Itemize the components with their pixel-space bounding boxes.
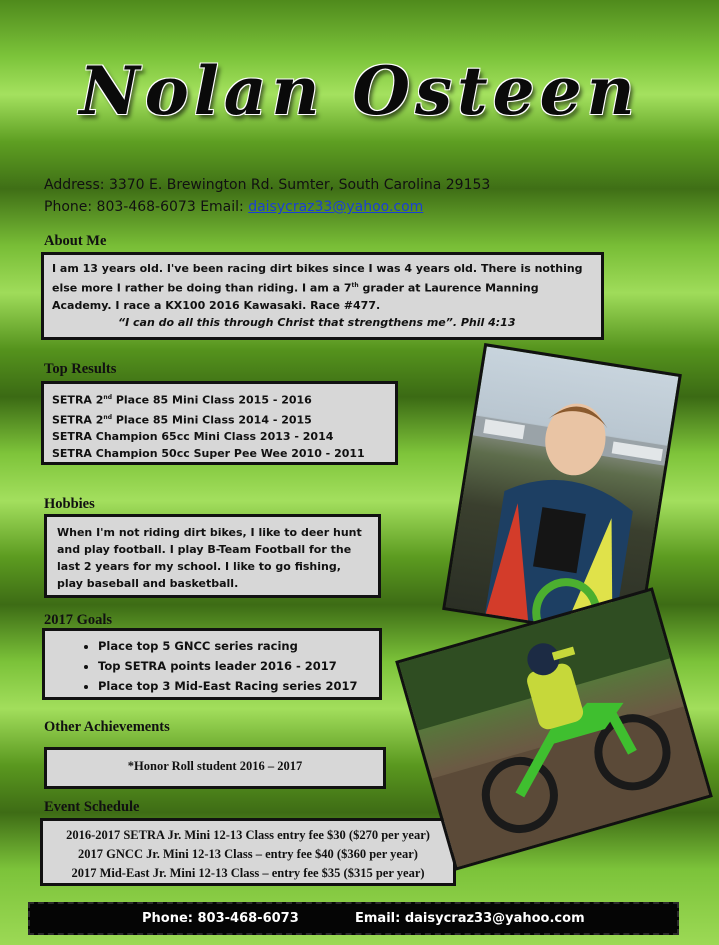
hobbies-box [44,514,381,598]
footer-email[interactable]: Email: daisycraz33@yahoo.com [355,911,585,926]
footer-bar [28,902,679,935]
schedule-line: 2016-2017 SETRA Jr. Mini 12-13 Class entry fee $30 ($270 per year) [66,828,430,842]
about-line-3: Academy. I race a KX100 2016 Kawasaki. Race #477. [52,298,381,312]
top-results-heading: Top Results [44,361,117,377]
goals-heading: 2017 Goals [44,612,113,628]
result-item: SETRA 2nd Place 85 Mini Class 2014 - 2015 [52,413,312,427]
about-quote: “I can do all this through Christ that strengthens me”. Phil 4:13 [118,315,516,329]
result-item: SETRA 2nd Place 85 Mini Class 2015 - 2016 [52,393,312,407]
hobbies-line: and play football. I play B-Team Football for the [57,543,352,556]
address-label: Address: [44,177,105,193]
email-link[interactable]: daisycraz33@yahoo.com [248,199,424,215]
achievements-heading: Other Achievements [44,719,170,735]
hobbies-line: play baseball and basketball. [57,577,239,590]
schedule-line: 2017 Mid-East Jr. Mini 12-13 Class – entry fee $35 ($315 per year) [71,866,425,880]
about-heading: About Me [44,233,107,249]
goal-item: • Place top 3 Mid-East Racing series 2017 [98,676,373,696]
achievement-item: *Honor Roll student 2016 – 2017 [127,759,303,773]
goal-item: • Top SETRA points leader 2016 - 2017 [98,656,373,676]
email-label: Email: [200,199,244,215]
address-line [44,177,490,193]
top-results-box [41,381,398,465]
result-item: SETRA Champion 65cc Mini Class 2013 - 2014 [52,430,334,444]
hobbies-line: When I'm not riding dirt bikes, I like to deer hunt [57,526,362,539]
hobbies-line: last 2 years for my school. I like to go fishing, [57,560,341,573]
about-line-2: else more I rather be doing than riding. I am a 7th grader at Laurence Manning [52,281,539,295]
phone-label: Phone: [44,199,93,215]
phone-email-line [44,199,423,215]
phone-value: 803-468-6073 [96,199,196,215]
schedule-box [40,818,456,886]
goal-item: • Place top 5 GNCC series racing [98,636,373,656]
about-box [41,252,604,340]
racing-illustration [399,589,713,870]
address-value: 3370 E. Brewington Rd. Sumter, South Carolina 29153 [108,177,491,193]
racing-photo [395,587,713,870]
achievements-box [44,747,386,789]
hobbies-heading: Hobbies [44,496,95,512]
page-title: Nolan Osteen [79,52,640,130]
schedule-line: 2017 GNCC Jr. Mini 12-13 Class – entry fee $40 ($360 per year) [78,847,418,861]
goals-box [42,628,382,700]
result-item: SETRA Champion 50cc Super Pee Wee 2010 - 2011 [52,447,365,461]
about-line-1: I am 13 years old. I've been racing dirt bikes since I was 4 years old. There is nothing [52,262,583,275]
footer-phone: Phone: 803-468-6073 [142,911,299,926]
schedule-heading: Event Schedule [44,799,140,815]
